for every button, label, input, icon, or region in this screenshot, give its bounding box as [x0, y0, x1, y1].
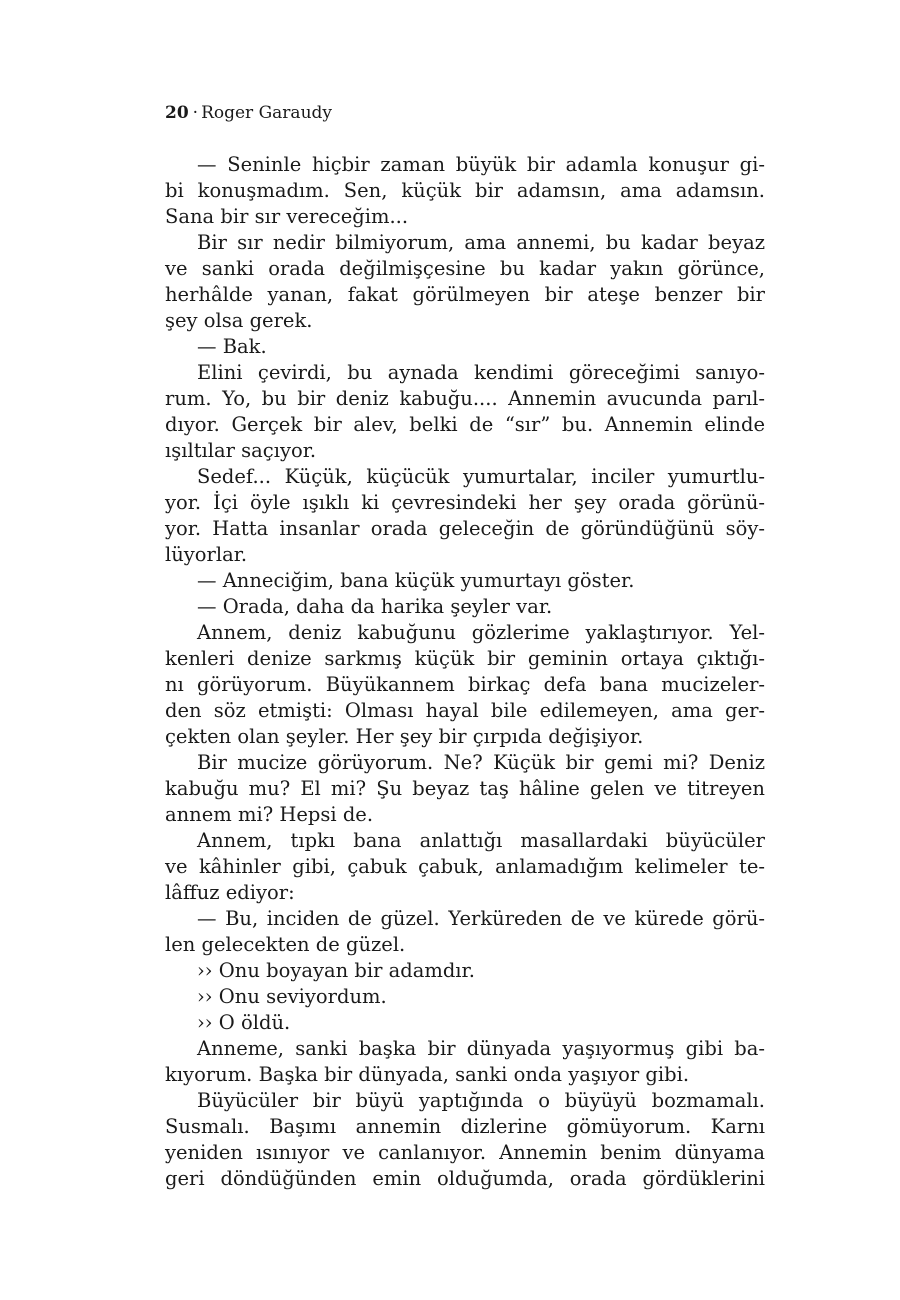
text-line: Sana bir sır vereceğim... [165, 205, 409, 228]
text-line: Annem, deniz kabuğunu gözlerime yaklaştırıyor. Yel- [197, 621, 765, 644]
page-number: 20 [165, 103, 189, 123]
text-line: Elini çevirdi, bu aynada kendimi göreceğimi sanıyo- [197, 361, 765, 384]
text-line: lüyorlar. [165, 543, 248, 566]
text-line: Anneme, sanki başka bir dünyada yaşıyormuş gibi ba- [197, 1037, 765, 1060]
text-line: — Seninle hiçbir zaman büyük bir adamla konuşur gi- [197, 153, 765, 176]
text-line: dıyor. Gerçek bir alev, belki de “sır” bu. Annemin elinde [165, 413, 765, 436]
text-line: — Orada, daha da harika şeyler var. [197, 595, 553, 618]
text-line: annem mi? Hepsi de. [165, 803, 374, 826]
text-line: bi konuşmadım. Sen, küçük bir adamsın, ama adamsın. [165, 179, 765, 202]
text-line: ›› Onu boyayan bir adamdır. [197, 959, 475, 982]
text-line: ›› O öldü. [197, 1011, 291, 1034]
running-head [165, 102, 332, 124]
text-line: len gelecekten de güzel. [165, 933, 406, 956]
body-text [165, 152, 765, 1192]
text-line: Sedef... Küçük, küçücük yumurtalar, inciler yumurtlu- [197, 465, 765, 488]
text-line: lâffuz ediyor: [165, 881, 295, 904]
text-line: rum. Yo, bu bir deniz kabuğu.... Annemin avucunda parıl- [165, 387, 765, 410]
header-separator: · [192, 103, 199, 123]
text-line: Bir sır nedir bilmiyorum, ama annemi, bu kadar beyaz [197, 231, 765, 254]
text-line: şey olsa gerek. [165, 309, 313, 332]
text-line: ve sanki orada değilmişçesine bu kadar yakın görünce, [165, 257, 765, 280]
text-line: ›› Onu seviyordum. [197, 985, 387, 1008]
text-line: Bir mucize görüyorum. Ne? Küçük bir gemi mi? Deniz [197, 751, 765, 774]
text-line: Susmalı. Başımı annemin dizlerine gömüyorum. Karnı [165, 1115, 765, 1138]
text-line: yor. Hatta insanlar orada geleceğin de göründüğünü söy- [165, 517, 765, 540]
text-line: kabuğu mu? El mi? Şu beyaz taş hâline gelen ve titreyen [165, 777, 765, 800]
text-line: herhâlde yanan, fakat görülmeyen bir ateşe benzer bir [165, 283, 765, 306]
text-line: Annem, tıpkı bana anlattığı masallardaki büyücüler [197, 829, 765, 852]
author-name: Roger Garaudy [201, 103, 332, 123]
text-line: kıyorum. Başka bir dünyada, sanki onda yaşıyor gibi. [165, 1063, 690, 1086]
text-line: yeniden ısınıyor ve canlanıyor. Annemin benim dünyama [165, 1141, 765, 1164]
text-line: Büyücüler bir büyü yaptığında o büyüyü bozmamalı. [197, 1089, 765, 1112]
text-line: — Bak. [197, 335, 267, 358]
book-page [165, 0, 765, 1300]
text-line: yor. İçi öyle ışıklı ki çevresindeki her şey orada görünü- [165, 491, 765, 514]
text-line: — Anneciğim, bana küçük yumurtayı göster. [197, 569, 635, 592]
text-line: kenleri denize sarkmış küçük bir geminin ortaya çıktığı- [165, 647, 765, 670]
text-line: ışıltılar saçıyor. [165, 439, 317, 462]
text-line: den söz etmişti: Olması hayal bile edilemeyen, ama ger- [165, 699, 765, 722]
text-line: geri döndüğünden emin olduğumda, orada gördüklerini [165, 1167, 765, 1190]
text-line: nı görüyorum. Büyükannem birkaç defa bana mucizeler- [165, 673, 765, 696]
text-line: — Bu, inciden de güzel. Yerküreden de ve kürede görü- [197, 907, 765, 930]
text-line: çekten olan şeyler. Her şey bir çırpıda değişiyor. [165, 725, 644, 748]
text-line: ve kâhinler gibi, çabuk çabuk, anlamadığım kelimeler te- [165, 855, 765, 878]
